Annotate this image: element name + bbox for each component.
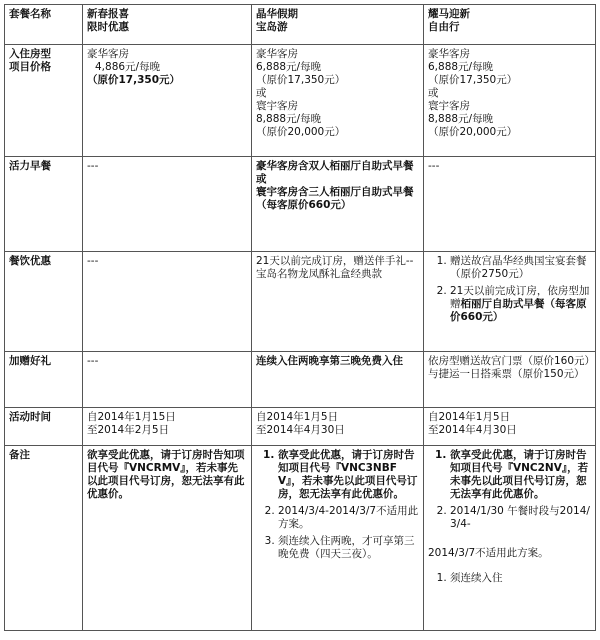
- notes-list-3: [428, 449, 591, 531]
- row-label-breakfast: 活力早餐: [5, 157, 83, 252]
- notes-cell-2: [252, 446, 424, 631]
- header-package-3: 耀马迎新 自由行: [424, 5, 596, 45]
- period-row: [5, 408, 596, 446]
- list-item: 1. 欲享受此优惠，请于订房时告知项目代号『VNC3NBFV』，若未事先以此项目代号订房，恕无法享有此优惠价。: [278, 449, 419, 501]
- list-item: 1. 须连续入住: [450, 572, 591, 585]
- dining-list: [428, 255, 591, 324]
- header-row: [5, 5, 596, 45]
- period-cell-2: 自2014年1月5日 至2014年4月30日: [252, 408, 424, 446]
- notes-list-2: [256, 449, 419, 561]
- period-cell-3: 自2014年1月5日 至2014年4月30日: [424, 408, 596, 446]
- row-label-price: 入住房型 项目价格: [5, 45, 83, 157]
- notes-tail-text: 2014/3/7不适用此方案。: [428, 547, 549, 559]
- notes-list-3b: [428, 572, 591, 585]
- list-item: 3. 须连续入住两晚，才可享第三晚免费（四天三夜）。: [278, 535, 419, 561]
- notes-cell-3: [424, 446, 596, 631]
- row-label-gift: 加赠好礼: [5, 352, 83, 408]
- list-item: 1. 欲享受此优惠，请于订房时告知项目代号『VNC2NV』，若未事先以此项目代号订房，恕无法享有此优惠价。: [450, 449, 591, 501]
- list-item: 2. 21天以前完成订房，依房型加赠栢丽厅自助式早餐（每客原价660元）: [450, 285, 591, 324]
- price-row: [5, 45, 596, 157]
- dining-cell-3: [424, 252, 596, 352]
- row-label-period: 活动时间: [5, 408, 83, 446]
- price-cell-3: 豪华客房 6,888元/每晚 （原价17,350元） 或 寰宇客房 8,888元/每晚 （原价20,000元）: [424, 45, 596, 157]
- dining-cell-1: ---: [83, 252, 252, 352]
- breakfast-cell-2: 豪华客房含双人栢丽厅自助式早餐 或 寰宇客房含三人栢丽厅自助式早餐 （每客原价660元）: [252, 157, 424, 252]
- gift-row: [5, 352, 596, 408]
- gift-cell-2: 连续入住两晚享第三晚免费入住: [252, 352, 424, 408]
- notes-cell-1: 欲享受此优惠，请于订房时告知项目代号『VNCRMV』，若未事先以此项目代号订房，恕无法享有此优惠价。: [83, 446, 252, 631]
- period-cell-1: 自2014年1月15日 至2014年2月5日: [83, 408, 252, 446]
- row-label-notes: 备注: [5, 446, 83, 631]
- header-package-name: 套餐名称: [5, 5, 83, 45]
- list-item: 2. 2014/1/30 午餐时段与2014/3/4-: [450, 505, 591, 531]
- price-cell-2: 豪华客房 6,888元/每晚 （原价17,350元） 或 寰宇客房 8,888元/每晚 （原价20,000元）: [252, 45, 424, 157]
- price-cell-1: 豪华客房 4,886元/每晚 （原价17,350元）: [83, 45, 252, 157]
- dining-cell-2: 21天以前完成订房，赠送伴手礼--宝岛名物龙凤酥礼盒经典款: [252, 252, 424, 352]
- dining-row: [5, 252, 596, 352]
- notes-row: [5, 446, 596, 631]
- breakfast-cell-3: ---: [424, 157, 596, 252]
- gift-cell-3: 依房型赠送故宫门票（原价160元）与捷运一日搭乘票（原价150元）: [424, 352, 596, 408]
- header-package-2: 晶华假期 宝岛游: [252, 5, 424, 45]
- breakfast-row: [5, 157, 596, 252]
- package-comparison-table: [4, 4, 596, 631]
- header-package-1: 新春报喜 限时优惠: [83, 5, 252, 45]
- gift-cell-1: ---: [83, 352, 252, 408]
- breakfast-cell-1: ---: [83, 157, 252, 252]
- list-item: 2. 2014/3/4-2014/3/7不适用此方案。: [278, 505, 419, 531]
- list-item: 1. 赠送故宫晶华经典国宝宴套餐（原价2750元）: [450, 255, 591, 281]
- row-label-dining: 餐饮优惠: [5, 252, 83, 352]
